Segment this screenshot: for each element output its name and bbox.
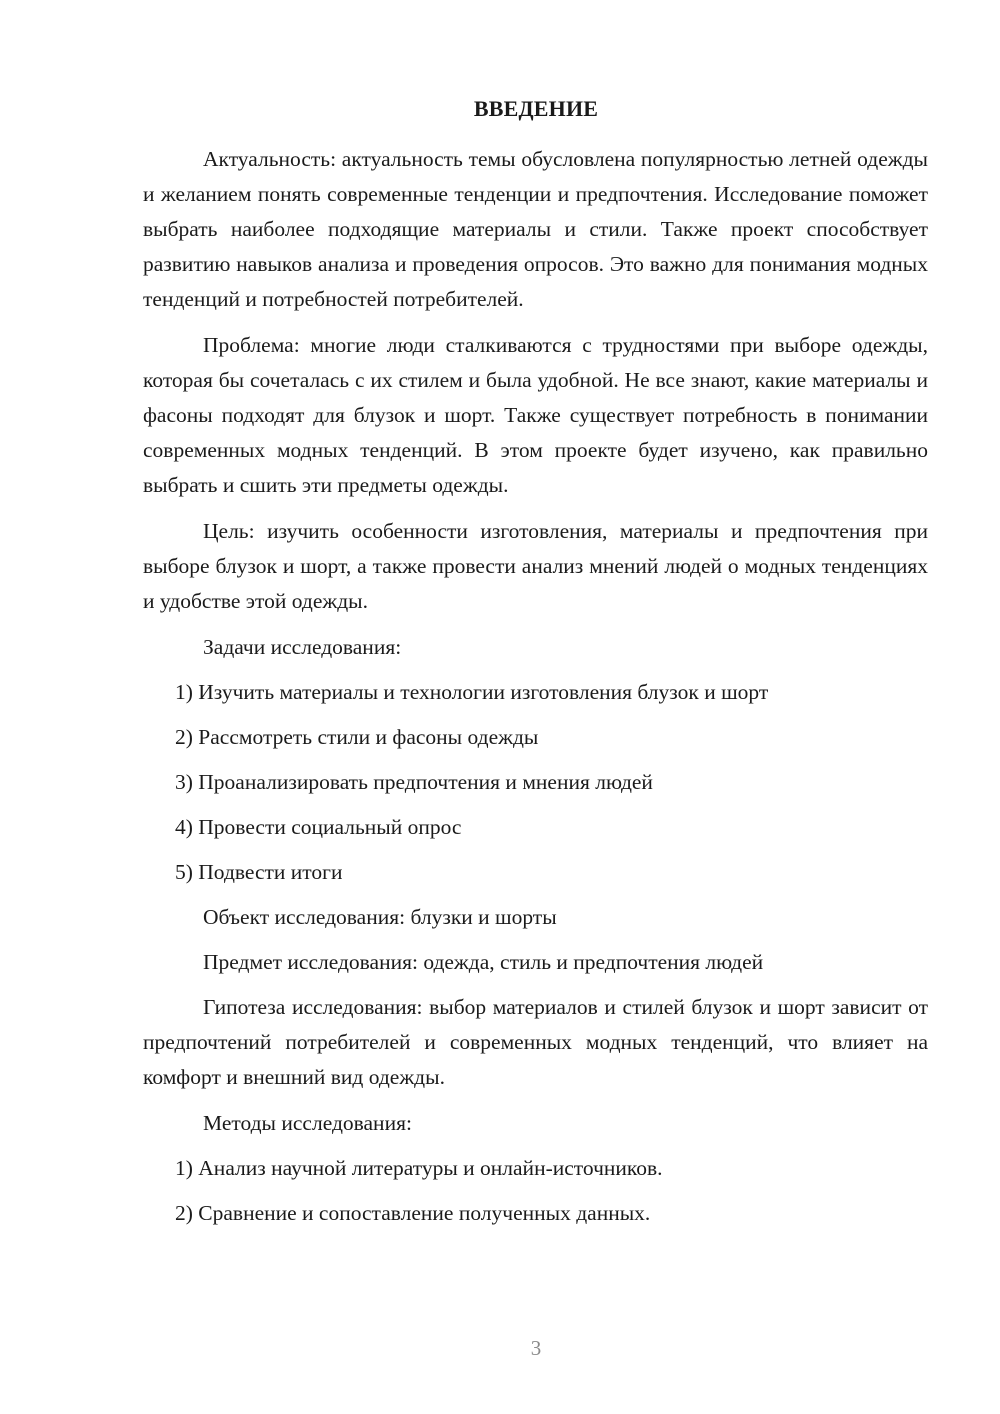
methods-list bbox=[143, 1151, 928, 1231]
method-item: 2) Сравнение и сопоставление полученных данных. bbox=[175, 1201, 651, 1225]
problem-paragraph: Проблема: многие люди сталкиваются с трудностями при выборе одежды, которая бы сочеталась с их стилем и была удобной. Не все знают, какие материалы и фасоны подходят для блузок и шорт. Также существует потребность в понимании современных модных тенденций. В этом проекте будет изучено, как правильно выбрать и сшить эти предметы одежды. bbox=[143, 333, 928, 497]
tasks-heading: Задачи исследования: bbox=[203, 635, 402, 659]
task-item: 5) Подвести итоги bbox=[175, 860, 343, 884]
method-item: 1) Анализ научной литературы и онлайн-источников. bbox=[175, 1156, 663, 1180]
goal-paragraph: Цель: изучить особенности изготовления, материалы и предпочтения при выборе блузок и шорт, а также провести анализ мнений людей о модных тенденциях и удобстве этой одежды. bbox=[143, 519, 928, 613]
task-item: 4) Провести социальный опрос bbox=[175, 815, 462, 839]
task-item: 2) Рассмотреть стили и фасоны одежды bbox=[175, 725, 539, 749]
methods-heading: Методы исследования: bbox=[203, 1111, 412, 1135]
relevance-paragraph: Актуальность: актуальность темы обусловлена популярностью летней одежды и желанием понять современные тенденции и предпочтения. Исследование поможет выбрать наиболее подходящие материалы и стили. Также проект способствует развитию навыков анализа и проведения опросов. Это важно для понимания модных тенденций и потребностей потребителей. bbox=[143, 147, 928, 311]
research-object: Объект исследования: блузки и шорты bbox=[203, 905, 557, 929]
task-item: 3) Проанализировать предпочтения и мнения людей bbox=[175, 770, 653, 794]
document-body bbox=[143, 142, 928, 1241]
page-number: 3 bbox=[530, 1336, 542, 1360]
task-item: 1) Изучить материалы и технологии изготовления блузок и шорт bbox=[175, 680, 769, 704]
hypothesis-paragraph: Гипотеза исследования: выбор материалов и стилей блузок и шорт зависит от предпочтений потребителей и современных модных тенденций, что влияет на комфорт и внешний вид одежды. bbox=[143, 995, 928, 1089]
research-subject: Предмет исследования: одежда, стиль и предпочтения людей bbox=[203, 950, 764, 974]
tasks-list bbox=[143, 675, 928, 890]
page-title: ВВЕДЕНИЕ bbox=[473, 96, 599, 121]
